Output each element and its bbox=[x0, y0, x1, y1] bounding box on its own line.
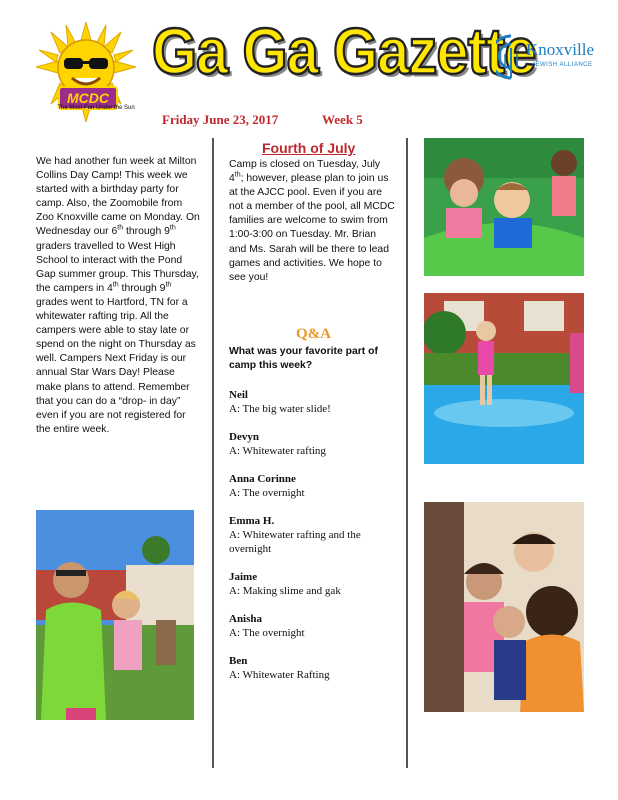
qa-entry bbox=[229, 472, 399, 500]
column-divider-left bbox=[212, 138, 214, 768]
photo-kids-water-slide bbox=[424, 138, 584, 276]
knoxville-jewish-alliance-logo bbox=[496, 30, 596, 100]
qa-heading: Q&A bbox=[296, 326, 331, 342]
column-divider-right bbox=[406, 138, 408, 768]
issue-week: Week 5 bbox=[322, 112, 363, 127]
qa-answer: A: The big water slide! bbox=[229, 403, 331, 415]
alliance-name: Knoxville bbox=[526, 40, 594, 59]
alliance-subtext: JEWISH ALLIANCE bbox=[532, 62, 593, 68]
qa-answer: A: Whitewater Rafting bbox=[229, 669, 330, 681]
newsletter-title: Ga Ga Gazette bbox=[152, 15, 536, 88]
photo-kids-in-pool bbox=[424, 293, 584, 464]
qa-camper-name: Neil bbox=[229, 389, 248, 401]
qa-camper-name: Anisha bbox=[229, 613, 263, 625]
qa-camper-name: Anna Corinne bbox=[229, 473, 296, 485]
qa-question: What was your favorite part of camp this week? bbox=[229, 346, 378, 371]
qa-answer: A: Whitewater rafting and the overnight bbox=[229, 529, 361, 555]
qa-entry bbox=[229, 388, 399, 416]
qa-entry bbox=[229, 430, 399, 458]
qa-entry bbox=[229, 612, 399, 640]
qa-entry bbox=[229, 570, 399, 598]
qa-camper-name: Ben bbox=[229, 655, 248, 667]
qa-answer: A: Whitewater rafting bbox=[229, 445, 326, 457]
qa-answer: A: The overnight bbox=[229, 487, 305, 499]
qa-answer: A: The overnight bbox=[229, 627, 305, 639]
photo-group-of-campers bbox=[424, 502, 584, 712]
qa-answer: A: Making slime and gak bbox=[229, 585, 341, 597]
photo-counselor-with-camper bbox=[36, 510, 194, 720]
qa-camper-name: Emma H. bbox=[229, 515, 275, 527]
mcdc-logo-text: MCDC bbox=[58, 86, 118, 110]
logo-tagline: The Most Fun Under the Sun bbox=[57, 105, 135, 111]
qa-entry bbox=[229, 654, 399, 682]
fourth-of-july-body: Camp is closed on Tuesday, July 4th; however, please plan to join us at the AJCC pool. Even if you are not a member of the pool, all MCDC families are welcome to swim from 1:00-3:00 on Tuesday. Mr. Brian and Ms. Sarah will be there to lead games and activities. We hope to see you! bbox=[229, 159, 395, 283]
issue-date: Friday June 23, 2017 bbox=[162, 112, 279, 127]
qa-entry bbox=[229, 514, 399, 556]
qa-camper-name: Jaime bbox=[229, 571, 258, 583]
qa-camper-name: Devyn bbox=[229, 431, 259, 443]
intro-article: We had another fun week at Milton Collins Day Camp! This week we started with a birthday party for camp. Also, the Zoomobile from Zoo Knoxville came on Monday. On Wednesday our 6th through 9th graders travelled to West High School to interact with the Pond Gap summer group. This Thursday, the campers in 4th through 9th grades went to Hartford, TN for a whitewater rafting trip. All the campers were able to stay late or spend on the night on Thursday as well. Campers Next Friday is our annual Star Wars Day! Please make plans to attend. Remember that you can do a “drop- in day” even if you are not registered for the entire week. bbox=[36, 156, 200, 435]
fourth-of-july-heading: Fourth of July bbox=[262, 140, 356, 156]
